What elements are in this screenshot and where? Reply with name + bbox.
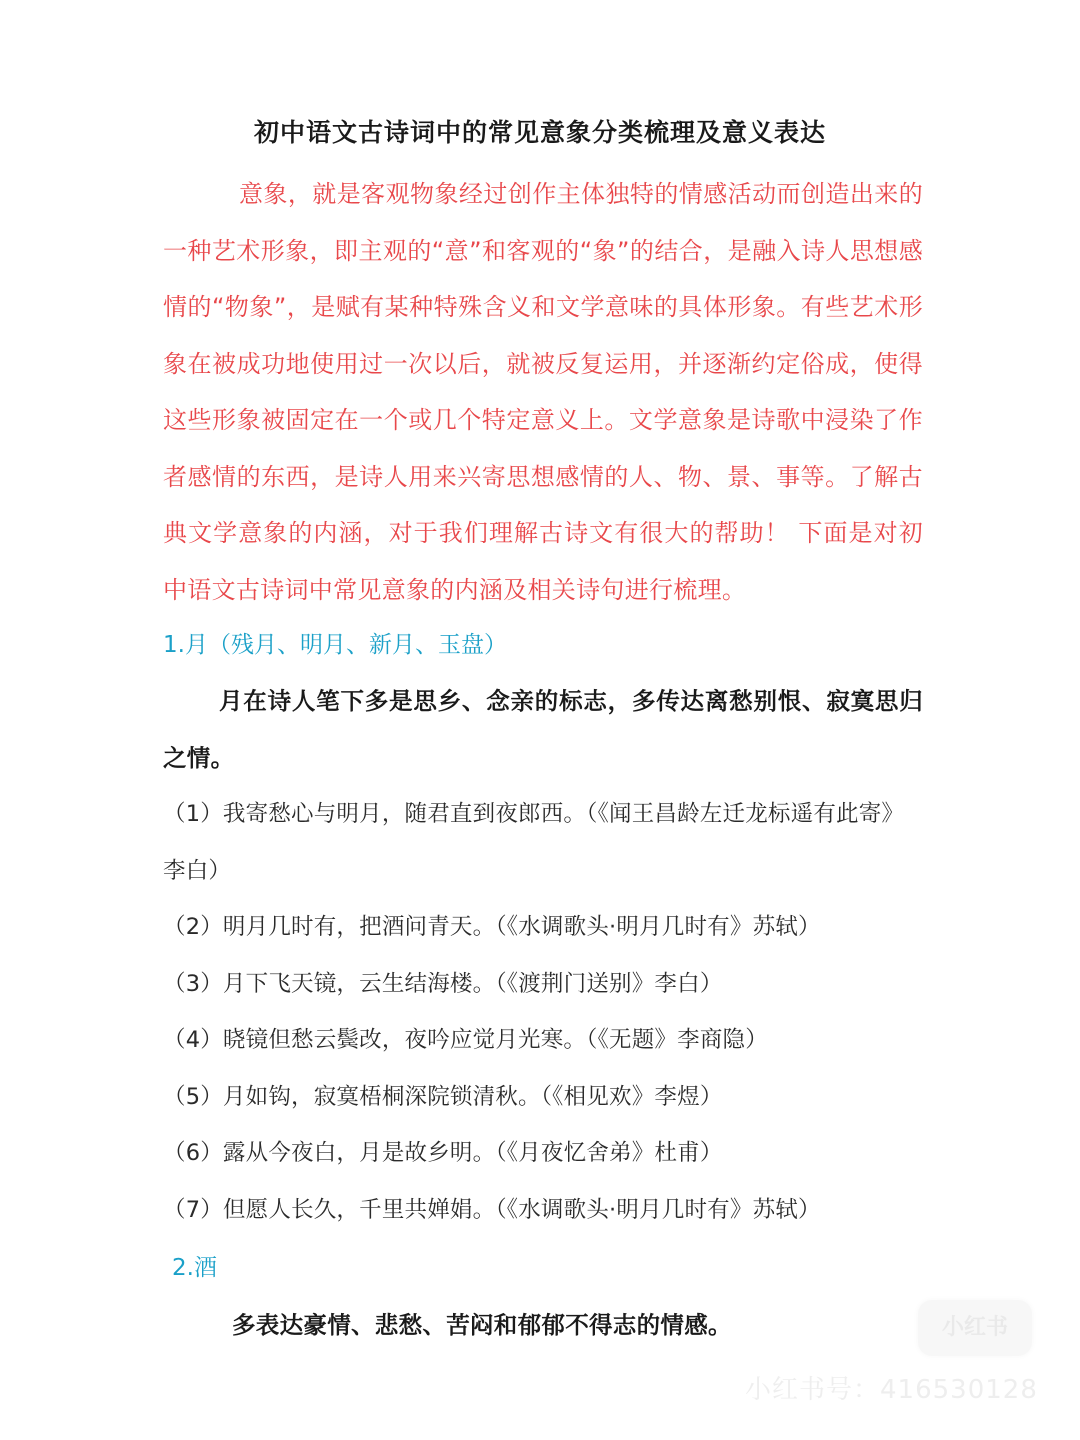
- verse-item: （6）露从今夜白，月是故乡明。（《月夜忆舍弟》杜甫）: [163, 1140, 723, 1166]
- verse-item: （1）我寄愁心与明月，随君直到夜郎西。（《闻王昌龄左迁龙标遥有此寄》李白）: [163, 801, 905, 884]
- verse-item: （3）月下飞天镜，云生结海楼。（《渡荆门送别》李白）: [163, 970, 723, 997]
- section-summary-moon: 月在诗人笔下多是思乡、念亲的标志，多传达离愁别恨、寂寞思归之情。: [163, 687, 923, 772]
- watermark-account-id: 小红书号：416530128: [745, 1375, 1038, 1405]
- document-title: 初中语文古诗词中的常见意象分类梳理及意义表达: [253, 117, 826, 147]
- watermark-logo-badge: 小红书: [918, 1300, 1032, 1356]
- verse-item: （5）月如钩，寂寞梧桐深院锁清秋。（《相见欢》李煜）: [163, 1083, 723, 1110]
- verse-list-moon: [163, 786, 923, 1238]
- section-heading-moon: 1.月（残月、明月、新月、玉盘）: [163, 632, 507, 658]
- section-heading-wine: 2.酒: [172, 1255, 217, 1281]
- intro-paragraph: 意象，就是客观物象经过创作主体独特的情感活动而创造出来的一种艺术形象，即主观的“意”和客观的“象”的结合，是融入诗人思想感情的“物象”，是赋有某种特殊含义和文学意味的具体形象。有些艺术形象在被成功地使用过一次以后，就被反复运用，并逐渐约定俗成，使得这些形象被固定在一个或几个特定意义上。文学意象是诗歌中浸染了作者感情的东西，是诗人用来兴寄思想感情的人、物、景、事等。了解古典文学意象的内涵，对于我们理解古诗文有很大的帮助！ 下面是对初中语文古诗词中常见意象的内涵及相关诗句进行梳理。: [163, 180, 923, 604]
- verse-item: （4）晓镜但愁云鬓改，夜吟应觉月光寒。（《无题》李商隐）: [163, 1027, 768, 1053]
- section-summary-wine: 多表达豪情、悲愁、苦闷和郁郁不得志的情感。: [232, 1311, 732, 1339]
- verse-item: （2）明月几时有，把酒问青天。（《水调歌头·明月几时有》苏轼）: [163, 914, 821, 940]
- verse-item: （7）但愿人长久，千里共婵娟。（《水调歌头·明月几时有》苏轼）: [163, 1196, 821, 1223]
